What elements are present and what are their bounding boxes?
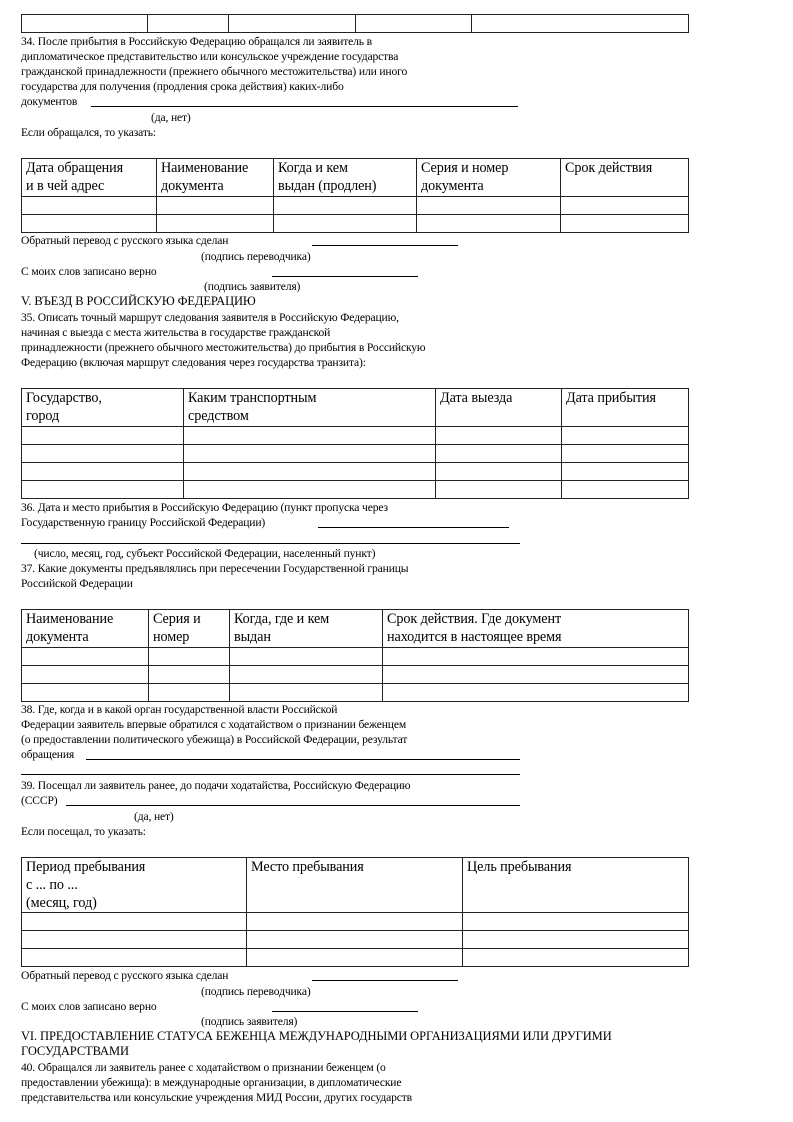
q39-answer-hint: (да, нет) xyxy=(134,810,174,823)
header-cell: Серия и номер xyxy=(149,610,230,648)
table-cell[interactable] xyxy=(463,949,689,967)
table-cell[interactable] xyxy=(383,648,689,666)
header-cell: Когда и кем выдан (продлен) xyxy=(274,159,417,197)
q40-line-3: представительства или консульские учреждения МИД России, других государств xyxy=(21,1091,412,1104)
table-cell[interactable] xyxy=(561,215,689,233)
table-route xyxy=(21,388,689,499)
q38-line-3: (о предоставлении политического убежища) в Российской Федерации, результат xyxy=(21,733,408,746)
translation-label: Обратный перевод с русского языка сделан xyxy=(21,234,229,247)
applicant-signature-field-2[interactable] xyxy=(272,1011,418,1012)
q39-line-1: 39. Посещал ли заявитель ранее, до подачи ходатайства, Российскую Федерацию xyxy=(21,779,411,792)
table-cell[interactable] xyxy=(417,215,561,233)
table-cell[interactable] xyxy=(22,463,184,481)
table-cell[interactable] xyxy=(22,15,148,33)
table-cell[interactable] xyxy=(463,913,689,931)
table-cell[interactable] xyxy=(157,197,274,215)
table-cell[interactable] xyxy=(436,481,562,499)
header-cell: Дата прибытия xyxy=(562,389,689,427)
table-cell[interactable] xyxy=(184,445,436,463)
section-5-title: V. ВЪЕЗД В РОССИЙСКУЮ ФЕДЕРАЦИЮ xyxy=(21,294,256,308)
q34-answer-hint: (да, нет) xyxy=(151,111,191,124)
q38-line-2: Федерации заявитель впервые обратился с ходатайством о признании беженцем xyxy=(21,718,407,731)
q34-if-yes: Если обращался, то указать: xyxy=(21,126,156,139)
applicant-hint: (подпись заявителя) xyxy=(204,280,301,293)
table-row xyxy=(22,197,689,215)
table-cell[interactable] xyxy=(230,684,383,702)
header-cell: Наименование документа xyxy=(22,610,149,648)
header-cell: Цель пребывания xyxy=(463,858,689,913)
table-cell[interactable] xyxy=(184,427,436,445)
table-border-documents xyxy=(21,609,689,702)
q34-line-5: документов xyxy=(21,95,78,108)
header-cell: Наименование документа xyxy=(157,159,274,197)
table-row xyxy=(22,215,689,233)
table-cell[interactable] xyxy=(436,427,562,445)
table-cell[interactable] xyxy=(436,463,562,481)
table-cell[interactable] xyxy=(562,445,689,463)
table-cell[interactable] xyxy=(247,949,463,967)
table-previous-visits xyxy=(21,857,689,967)
q38-answer-field-2[interactable] xyxy=(21,774,520,775)
table-header-row xyxy=(22,389,689,427)
header-cell: Период пребывания с ... по ... (месяц, год) xyxy=(22,858,247,913)
table-cell[interactable] xyxy=(274,215,417,233)
q34-line-4: государства для получения (продления срока действия) каких-либо xyxy=(21,80,344,93)
table-cell[interactable] xyxy=(149,648,230,666)
table-row xyxy=(22,427,689,445)
q38-answer-field[interactable] xyxy=(86,759,520,760)
table-row xyxy=(22,15,689,33)
q35-line-2: начиная с выезда с места жительства в государстве гражданской xyxy=(21,326,331,339)
table-cell[interactable] xyxy=(463,931,689,949)
recorded-label: С моих слов записано верно xyxy=(21,265,157,278)
table-header-row xyxy=(22,858,689,913)
table-cell[interactable] xyxy=(247,931,463,949)
q40-line-2: предоставлении убежища): в международные организации, в дипломатические xyxy=(21,1076,402,1089)
q36-answer-field-2[interactable] xyxy=(21,543,520,544)
q37-line-2: Российской Федерации xyxy=(21,577,133,590)
table-row xyxy=(22,913,689,931)
table-cell[interactable] xyxy=(22,913,247,931)
header-cell: Срок действия xyxy=(561,159,689,197)
table-cell[interactable] xyxy=(229,15,356,33)
table-cell[interactable] xyxy=(149,666,230,684)
table-cell[interactable] xyxy=(230,666,383,684)
table-cell[interactable] xyxy=(184,481,436,499)
q36-line-2: Государственную границу Российской Федерации) xyxy=(21,516,266,529)
table-row xyxy=(22,949,689,967)
table-cell[interactable] xyxy=(472,15,689,33)
table-cell[interactable] xyxy=(22,666,149,684)
table-cell[interactable] xyxy=(436,445,562,463)
q34-line-3: гражданской принадлежности (прежнего обычного местожительства) или иного xyxy=(21,65,408,78)
q38-line-4: обращения xyxy=(21,748,75,761)
table-documents-obtained xyxy=(21,158,689,233)
table-continuation xyxy=(21,14,689,33)
table-cell[interactable] xyxy=(22,684,149,702)
q34-line-2: дипломатическое представительство или консульское учреждение государства xyxy=(21,50,399,63)
header-cell: Место пребывания xyxy=(247,858,463,913)
applicant-hint-2: (подпись заявителя) xyxy=(201,1015,298,1028)
table-cell[interactable] xyxy=(22,215,157,233)
header-cell: Серия и номер документа xyxy=(417,159,561,197)
q34-line-1: 34. После прибытия в Российскую Федерацию обращался ли заявитель в xyxy=(21,35,372,48)
q34-answer-field[interactable] xyxy=(91,106,518,107)
table-cell[interactable] xyxy=(356,15,472,33)
translator-hint: (подпись переводчика) xyxy=(201,250,311,263)
header-cell: Дата выезда xyxy=(436,389,562,427)
table-header-row xyxy=(22,159,689,197)
section-6-title-line-2: ГОСУДАРСТВАМИ xyxy=(21,1044,129,1058)
q40-line-1: 40. Обращался ли заявитель ранее с ходатайством о признании беженцем (о xyxy=(21,1061,386,1074)
table-cell[interactable] xyxy=(149,684,230,702)
header-cell: Срок действия. Где документ находится в настоящее время xyxy=(383,610,689,648)
table-cell[interactable] xyxy=(22,445,184,463)
table-header-row xyxy=(22,610,689,648)
q35-line-1: 35. Описать точный маршрут следования заявителя в Российскую Федерацию, xyxy=(21,311,399,324)
translation-label-2: Обратный перевод с русского языка сделан xyxy=(21,969,229,982)
table-cell[interactable] xyxy=(562,463,689,481)
q36-answer-field[interactable] xyxy=(318,527,509,528)
q39-if-yes: Если посещал, то указать: xyxy=(21,825,146,838)
table-cell[interactable] xyxy=(22,197,157,215)
table-cell[interactable] xyxy=(22,427,184,445)
table-cell[interactable] xyxy=(247,913,463,931)
header-cell: Государство, город xyxy=(22,389,184,427)
table-cell[interactable] xyxy=(22,648,149,666)
table-row xyxy=(22,666,689,684)
recorded-label-2: С моих слов записано верно xyxy=(21,1000,157,1013)
table-cell[interactable] xyxy=(230,648,383,666)
q35-line-3: принадлежности (прежнего обычного местожительства) до прибытия в Российскую xyxy=(21,341,426,354)
q36-hint: (число, месяц, год, субъект Российской Федерации, населенный пункт) xyxy=(34,547,376,560)
table-cell[interactable] xyxy=(22,481,184,499)
table-cell[interactable] xyxy=(148,15,229,33)
table-row xyxy=(22,463,689,481)
table-cell[interactable] xyxy=(561,197,689,215)
table-row xyxy=(22,648,689,666)
translator-signature-field[interactable] xyxy=(312,245,458,246)
q39-answer-field[interactable] xyxy=(66,805,520,806)
table-cell[interactable] xyxy=(562,481,689,499)
table-cell[interactable] xyxy=(383,684,689,702)
q35-line-4: Федерацию (включая маршрут следования через государства транзита): xyxy=(21,356,366,369)
table-row xyxy=(22,684,689,702)
applicant-signature-field[interactable] xyxy=(272,276,418,277)
translator-hint-2: (подпись переводчика) xyxy=(201,985,311,998)
q37-line-1: 37. Какие документы предъявлялись при пересечении Государственной границы xyxy=(21,562,409,575)
table-cell[interactable] xyxy=(383,666,689,684)
table-cell[interactable] xyxy=(157,215,274,233)
table-cell[interactable] xyxy=(562,427,689,445)
table-cell[interactable] xyxy=(22,931,247,949)
table-cell[interactable] xyxy=(184,463,436,481)
table-cell[interactable] xyxy=(274,197,417,215)
header-cell: Дата обращения и в чей адрес xyxy=(22,159,157,197)
translator-signature-field-2[interactable] xyxy=(312,980,458,981)
q36-line-1: 36. Дата и место прибытия в Российскую Федерацию (пункт пропуска через xyxy=(21,501,388,514)
q39-line-2: (СССР) xyxy=(21,794,58,807)
header-cell: Каким транспортным средством xyxy=(184,389,436,427)
section-6-title-line-1: VI. ПРЕДОСТАВЛЕНИЕ СТАТУСА БЕЖЕНЦА МЕЖДУНАРОДНЫМИ ОРГАНИЗАЦИЯМИ ИЛИ ДРУГИМИ xyxy=(21,1029,612,1043)
table-row xyxy=(22,931,689,949)
table-row xyxy=(22,481,689,499)
table-cell[interactable] xyxy=(22,949,247,967)
table-cell[interactable] xyxy=(417,197,561,215)
q38-line-1: 38. Где, когда и в какой орган государственной власти Российской xyxy=(21,703,338,716)
table-row xyxy=(22,445,689,463)
header-cell: Когда, где и кем выдан xyxy=(230,610,383,648)
